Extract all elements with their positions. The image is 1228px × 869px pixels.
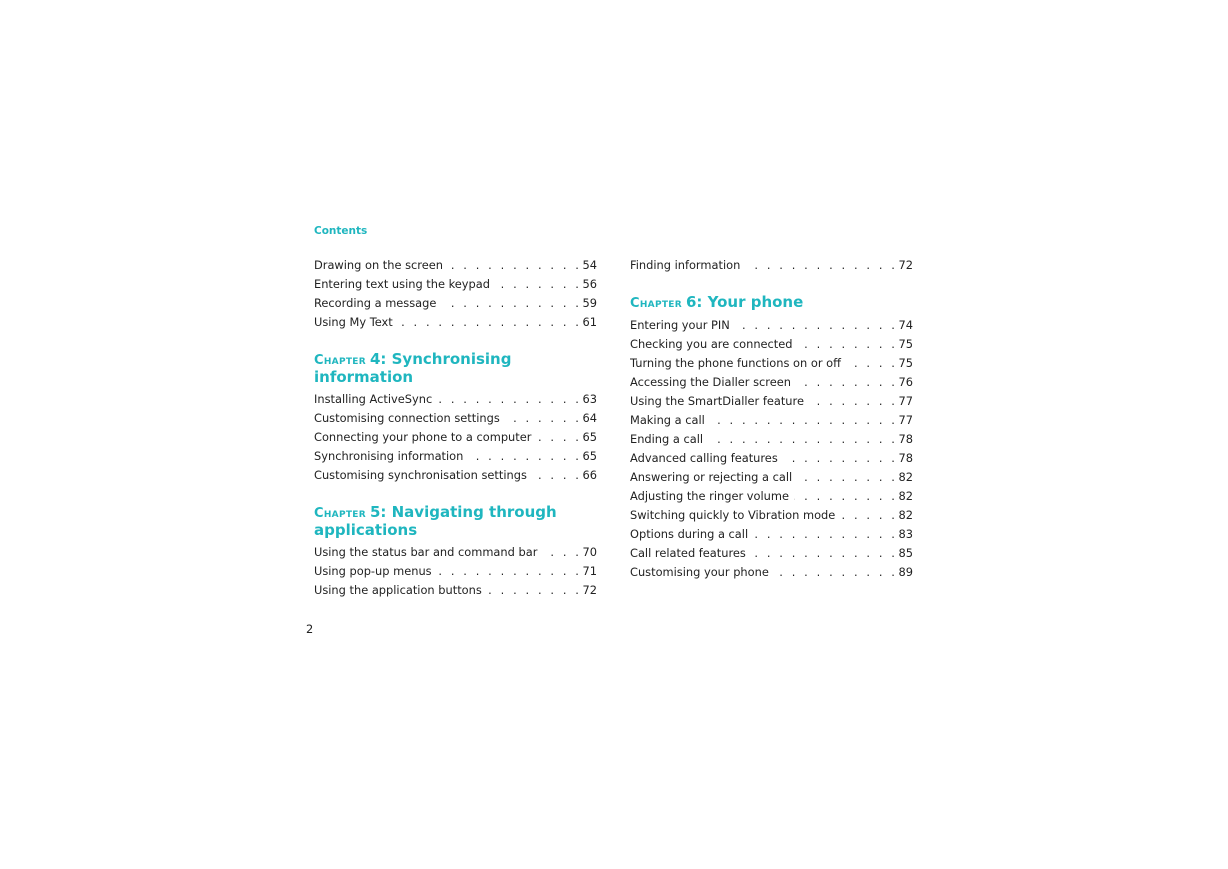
toc-entry-page: 65 (581, 428, 598, 447)
toc-entry-page: 82 (897, 487, 914, 506)
toc-entry-title: Using My Text (314, 315, 398, 329)
toc-entry-title: Finding information (630, 258, 745, 272)
toc-entries-chapter-4 (314, 390, 597, 485)
toc-entry[interactable] (630, 411, 913, 430)
toc-entry-title: Advanced calling features (630, 451, 783, 465)
chapter-title: Synchronising information (314, 350, 512, 386)
toc-entry[interactable] (314, 275, 597, 294)
toc-entry-title: Answering or rejecting a call (630, 470, 797, 484)
toc-entry[interactable] (314, 313, 597, 332)
chapter-word: Chapter (314, 353, 366, 368)
toc-entry[interactable] (630, 563, 913, 582)
page-number: 2 (306, 622, 314, 636)
toc-entry-title: Switching quickly to Vibration mode (630, 508, 840, 522)
toc-entry-page: 71 (581, 562, 598, 581)
toc-entry-page: 76 (897, 373, 914, 392)
toc-entry-title: Synchronising information (314, 449, 468, 463)
toc-entry[interactable] (314, 409, 597, 428)
toc-entry[interactable] (630, 373, 913, 392)
toc-entry-title: Drawing on the screen (314, 258, 448, 272)
toc-entry[interactable] (630, 430, 913, 449)
toc-entry-title: Making a call (630, 413, 710, 427)
toc-entry[interactable] (314, 294, 597, 313)
toc-entries-chapter-5 (314, 543, 597, 600)
toc-entry[interactable] (630, 449, 913, 468)
toc-entry-page: 75 (897, 354, 914, 373)
toc-entry-title: Accessing the Dialler screen (630, 375, 796, 389)
chapter-title: Navigating through applications (314, 503, 557, 539)
toc-entry[interactable] (314, 390, 597, 409)
toc-entry[interactable] (630, 354, 913, 373)
chapter-number: 4: (369, 350, 387, 368)
toc-entry[interactable] (314, 466, 597, 485)
toc-entry[interactable] (314, 543, 597, 562)
toc-entry-title: Options during a call (630, 527, 753, 541)
toc-entry-page: 77 (897, 411, 914, 430)
toc-entry[interactable] (630, 487, 913, 506)
toc-entry-title: Turning the phone functions on or off (630, 356, 846, 370)
toc-entry-title: Recording a message (314, 296, 441, 310)
toc-entry-page: 82 (897, 506, 914, 525)
toc-entry[interactable] (314, 562, 597, 581)
chapter-number: 5: (369, 503, 387, 521)
toc-entry[interactable] (314, 256, 597, 275)
toc-entry[interactable] (630, 316, 913, 335)
toc-entry-title: Checking you are connected (630, 337, 798, 351)
toc-entry-title: Using the status bar and command bar (314, 545, 542, 559)
toc-entry-page: 66 (581, 466, 598, 485)
toc-entry-page: 85 (897, 544, 914, 563)
toc-entry-page: 82 (897, 468, 914, 487)
chapter-number: 6: (685, 293, 703, 311)
toc-right-column (630, 256, 913, 582)
chapter-5-heading[interactable] (314, 504, 597, 539)
toc-entry-page: 77 (897, 392, 914, 411)
toc-entry-page: 54 (581, 256, 598, 275)
chapter-word: Chapter (314, 506, 366, 521)
toc-entry-title: Connecting your phone to a computer (314, 430, 536, 444)
toc-entry-page: 63 (581, 390, 598, 409)
toc-entry-page: 83 (897, 525, 914, 544)
toc-entry-title: Using pop-up menus (314, 564, 437, 578)
toc-entry-page: 64 (581, 409, 598, 428)
toc-entry[interactable] (314, 447, 597, 466)
toc-entry-page: 74 (897, 316, 914, 335)
toc-left-column (314, 256, 597, 600)
toc-entry-title: Adjusting the ringer volume (630, 489, 794, 503)
toc-entry-page: 70 (581, 543, 598, 562)
toc-entry-title: Using the SmartDialler feature (630, 394, 809, 408)
toc-entry-page: 56 (581, 275, 598, 294)
toc-entry[interactable] (630, 468, 913, 487)
toc-entry-page: 78 (897, 449, 914, 468)
toc-entry[interactable] (314, 581, 597, 600)
toc-entries-top-right (630, 256, 913, 275)
toc-entry-page: 59 (581, 294, 598, 313)
contents-heading: Contents (314, 225, 368, 237)
toc-entry[interactable] (630, 392, 913, 411)
toc-entry-page: 72 (897, 256, 914, 275)
toc-entry[interactable] (630, 525, 913, 544)
chapter-word: Chapter (630, 296, 682, 311)
chapter-6-heading[interactable] (630, 294, 913, 312)
chapter-title: Your phone (707, 293, 804, 311)
toc-entry-title: Installing ActiveSync (314, 392, 437, 406)
toc-entry[interactable] (314, 428, 597, 447)
toc-entry[interactable] (630, 335, 913, 354)
toc-entry-title: Customising connection settings (314, 411, 505, 425)
toc-entry-title: Call related features (630, 546, 751, 560)
toc-entry-page: 75 (897, 335, 914, 354)
toc-entry-page: 89 (897, 563, 914, 582)
chapter-4-heading[interactable] (314, 351, 597, 386)
toc-entries-top-left (314, 256, 597, 332)
toc-entry-page: 65 (581, 447, 598, 466)
toc-entry[interactable] (630, 544, 913, 563)
toc-entry-title: Ending a call (630, 432, 708, 446)
toc-entry[interactable] (630, 256, 913, 275)
toc-entry-title: Using the application buttons (314, 583, 487, 597)
toc-entry-title: Entering your PIN (630, 318, 735, 332)
toc-entry-title: Customising your phone (630, 565, 774, 579)
toc-entry-title: Customising synchronisation settings (314, 468, 532, 482)
toc-entry-page: 61 (581, 313, 598, 332)
toc-entry-page: 72 (581, 581, 598, 600)
toc-entry-page: 78 (897, 430, 914, 449)
toc-entry-title: Entering text using the keypad (314, 277, 495, 291)
toc-entries-chapter-6 (630, 316, 913, 582)
toc-entry[interactable] (630, 506, 913, 525)
